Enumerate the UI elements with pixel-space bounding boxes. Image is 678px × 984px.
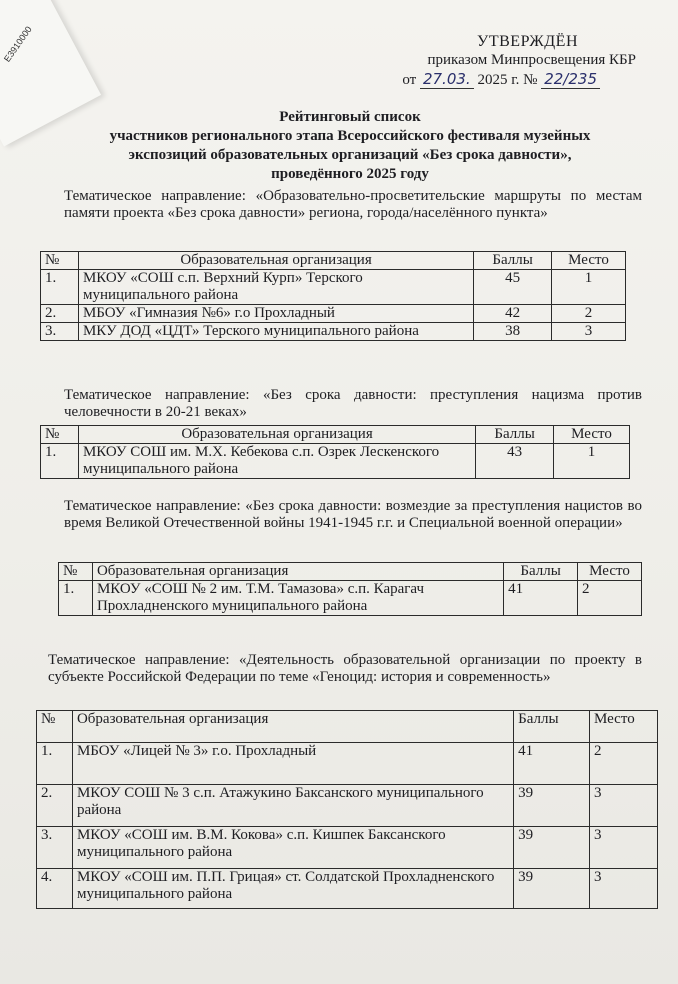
table-header-row [41, 426, 630, 444]
header-organization: Образовательная организация [78, 252, 473, 270]
row-score: 39 [514, 785, 590, 827]
header-organization: Образовательная организация [92, 563, 503, 581]
row-organization: МКОУ «СОШ с.п. Верхний Курп» Терского муниципального района [78, 270, 473, 305]
row-organization: МКОУ «СОШ им. П.П. Грицая» ст. Солдатской Прохладненского муниципального района [72, 869, 513, 909]
title-line-4: проведённого 2025 году [271, 166, 429, 182]
header-number: № [41, 252, 79, 270]
row-score: 43 [476, 444, 554, 479]
section-3-table [58, 562, 642, 616]
row-number: 2. [41, 305, 79, 323]
row-organization: МКУ ДОД «ЦДТ» Терского муниципального района [78, 323, 473, 341]
row-organization: МКОУ СОШ № 3 с.п. Атажукино Баксанского муниципального района [72, 785, 513, 827]
row-score: 39 [514, 869, 590, 909]
table-row [37, 869, 658, 909]
approval-date-line [402, 70, 600, 90]
table-row [41, 444, 630, 479]
section-3-direction: Тематическое направление: «Без срока давности: возмездие за преступления нацистов во время Великой Отечественной войны 1941-1945 г.г. и Специальной военной операции» [64, 498, 642, 531]
table-row [59, 581, 642, 616]
header-number: № [41, 426, 79, 444]
row-organization: МКОУ «СОШ им. В.М. Кокова» с.п. Кишпек Баксанского муниципального района [72, 827, 513, 869]
row-place: 2 [590, 743, 658, 785]
header-place: Место [590, 711, 658, 743]
handwritten-date: 27.03. [420, 70, 474, 89]
handwritten-number: 22/235 [541, 70, 600, 89]
row-number: 4. [37, 869, 73, 909]
row-number: 1. [41, 270, 79, 305]
title-line-3: экспозиций образовательных организаций «Без срока давности», [128, 147, 572, 163]
title-line-1: Рейтинговый список [279, 109, 421, 125]
table-row [41, 270, 626, 305]
document-title [70, 108, 630, 184]
table-row [41, 305, 626, 323]
header-score: Баллы [514, 711, 590, 743]
header-score: Баллы [476, 426, 554, 444]
row-place: 3 [590, 869, 658, 909]
approval-order: приказом Минпросвещения КБР [427, 52, 636, 68]
header-place: Место [578, 563, 642, 581]
header-number: № [37, 711, 73, 743]
row-number: 3. [41, 323, 79, 341]
row-place: 3 [590, 827, 658, 869]
header-organization: Образовательная организация [78, 426, 475, 444]
title-line-2: участников регионального этапа Всероссийского фестиваля музейных [109, 128, 591, 144]
row-place: 1 [554, 444, 630, 479]
date-prefix: от [402, 72, 417, 88]
row-score: 38 [474, 323, 552, 341]
row-score: 45 [474, 270, 552, 305]
section-4-table [36, 710, 658, 909]
row-score: 41 [514, 743, 590, 785]
section-4-direction: Тематическое направление: «Деятельность образовательной организации по проекту в субъекте Российской Федерации по теме «Геноцид: история и современность» [48, 652, 642, 685]
row-place: 2 [578, 581, 642, 616]
number-prefix: № [523, 72, 538, 88]
row-place: 3 [552, 323, 626, 341]
row-place: 3 [590, 785, 658, 827]
row-place: 2 [552, 305, 626, 323]
row-organization: МКОУ СОШ им. М.Х. Кебекова с.п. Озрек Лескенского муниципального района [78, 444, 475, 479]
section-1-table [40, 251, 626, 341]
header-place: Место [554, 426, 630, 444]
row-organization: МКОУ «СОШ № 2 им. Т.М. Тамазова» с.п. Карагач Прохладненского муниципального района [92, 581, 503, 616]
header-score: Баллы [504, 563, 578, 581]
approval-block [402, 32, 640, 90]
header-score: Баллы [474, 252, 552, 270]
date-year: 2025 г. [477, 72, 520, 88]
row-number: 3. [37, 827, 73, 869]
section-2-table [40, 425, 630, 479]
row-number: 1. [59, 581, 93, 616]
row-number: 1. [41, 444, 79, 479]
table-header-row [37, 711, 658, 743]
row-organization: МБОУ «Гимназия №6» г.о Прохладный [78, 305, 473, 323]
row-score: 42 [474, 305, 552, 323]
table-row [37, 743, 658, 785]
approval-title: УТВЕРЖДЁН [477, 33, 578, 50]
table-header-row [59, 563, 642, 581]
table-header-row [41, 252, 626, 270]
section-2-direction: Тематическое направление: «Без срока давности: преступления нацизма против человечности в 20-21 веках» [64, 387, 642, 420]
row-place: 1 [552, 270, 626, 305]
row-number: 2. [37, 785, 73, 827]
row-organization: МБОУ «Лицей № 3» г.о. Прохладный [72, 743, 513, 785]
table-row [41, 323, 626, 341]
row-score: 41 [504, 581, 578, 616]
table-row [37, 827, 658, 869]
header-place: Место [552, 252, 626, 270]
row-score: 39 [514, 827, 590, 869]
table-row [37, 785, 658, 827]
header-number: № [59, 563, 93, 581]
row-number: 1. [37, 743, 73, 785]
section-1-direction: Тематическое направление: «Образовательно-просветительские маршруты по местам памяти проекта «Без срока давности» региона, города/населённого пункта» [64, 188, 642, 221]
header-organization: Образовательная организация [72, 711, 513, 743]
corner-code: Е3910000 [2, 24, 34, 64]
